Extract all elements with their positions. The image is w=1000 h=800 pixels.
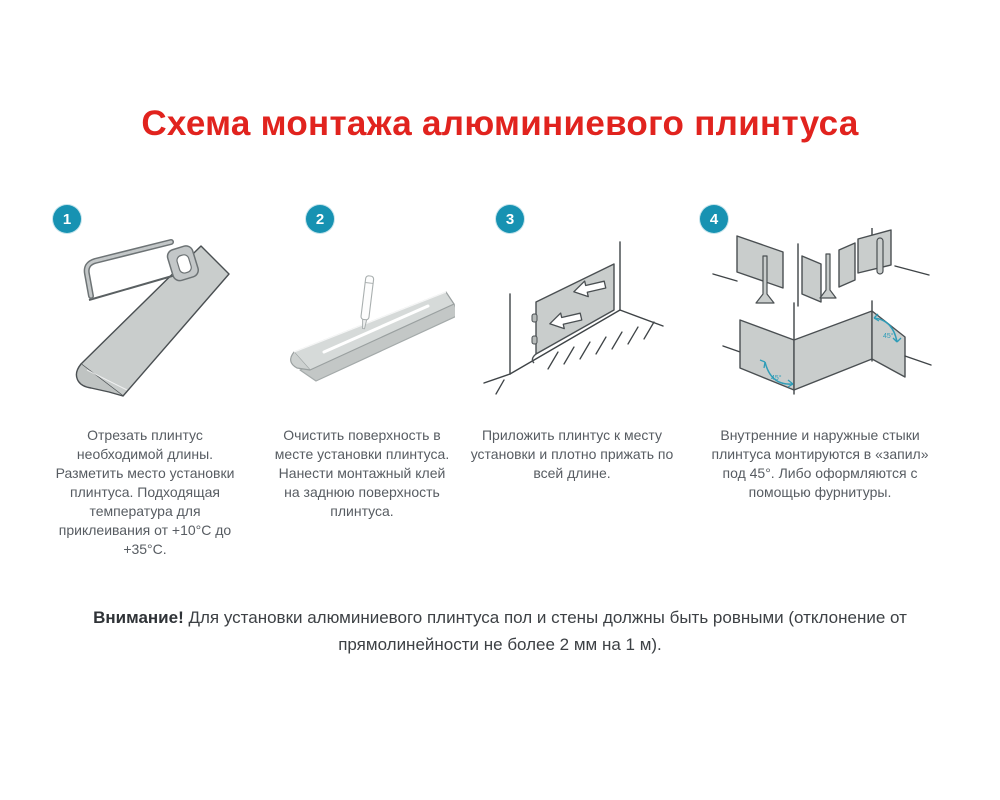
skirting-profile (291, 292, 455, 381)
step-4-caption: Внутренние и наружные стыки плинтуса монтируются в «запил» под 45°. Либо оформляются с помощью фурнитуры. (711, 427, 929, 500)
step-1-illustration (51, 234, 246, 416)
corner-fittings (713, 228, 929, 306)
step-2-number-badge: 2 (306, 205, 334, 233)
warning-text: Для установки алюминиевого плинтуса пол и стены должны быть ровными (отклонение от прямолинейности не более 2 мм на 1 м). (183, 608, 907, 654)
skirting-plank (76, 246, 229, 396)
step-2-caption: Очистить поверхность в месте установки плинтуса. Нанести монтажный клей на заднюю поверхность плинтуса. (274, 427, 450, 519)
skirting-zigzag (723, 301, 931, 394)
svg-text:45°: 45° (883, 333, 894, 340)
page-title: Схема монтажа алюминиевого плинтуса (141, 104, 859, 143)
step-4-illustration (695, 228, 945, 416)
svg-text:45°: 45° (771, 375, 782, 382)
step-1-caption: Отрезать плинтус необходимой длины. Разметить место установки плинтуса. Подходящая температура для приклеивания от +10°С до +35°С. (55, 427, 235, 557)
step-2-illustration (270, 234, 455, 409)
step-3-caption: Приложить плинтус к месту установки и плотно прижать по всей длине. (470, 427, 674, 481)
warning-bold-label: Внимание! (93, 608, 184, 627)
step-3-illustration (474, 234, 664, 409)
warning-note (80, 604, 920, 658)
step-4-number-badge: 4 (700, 205, 728, 233)
step-1-number-badge: 1 (53, 205, 81, 233)
step-3-number-badge: 3 (496, 205, 524, 233)
